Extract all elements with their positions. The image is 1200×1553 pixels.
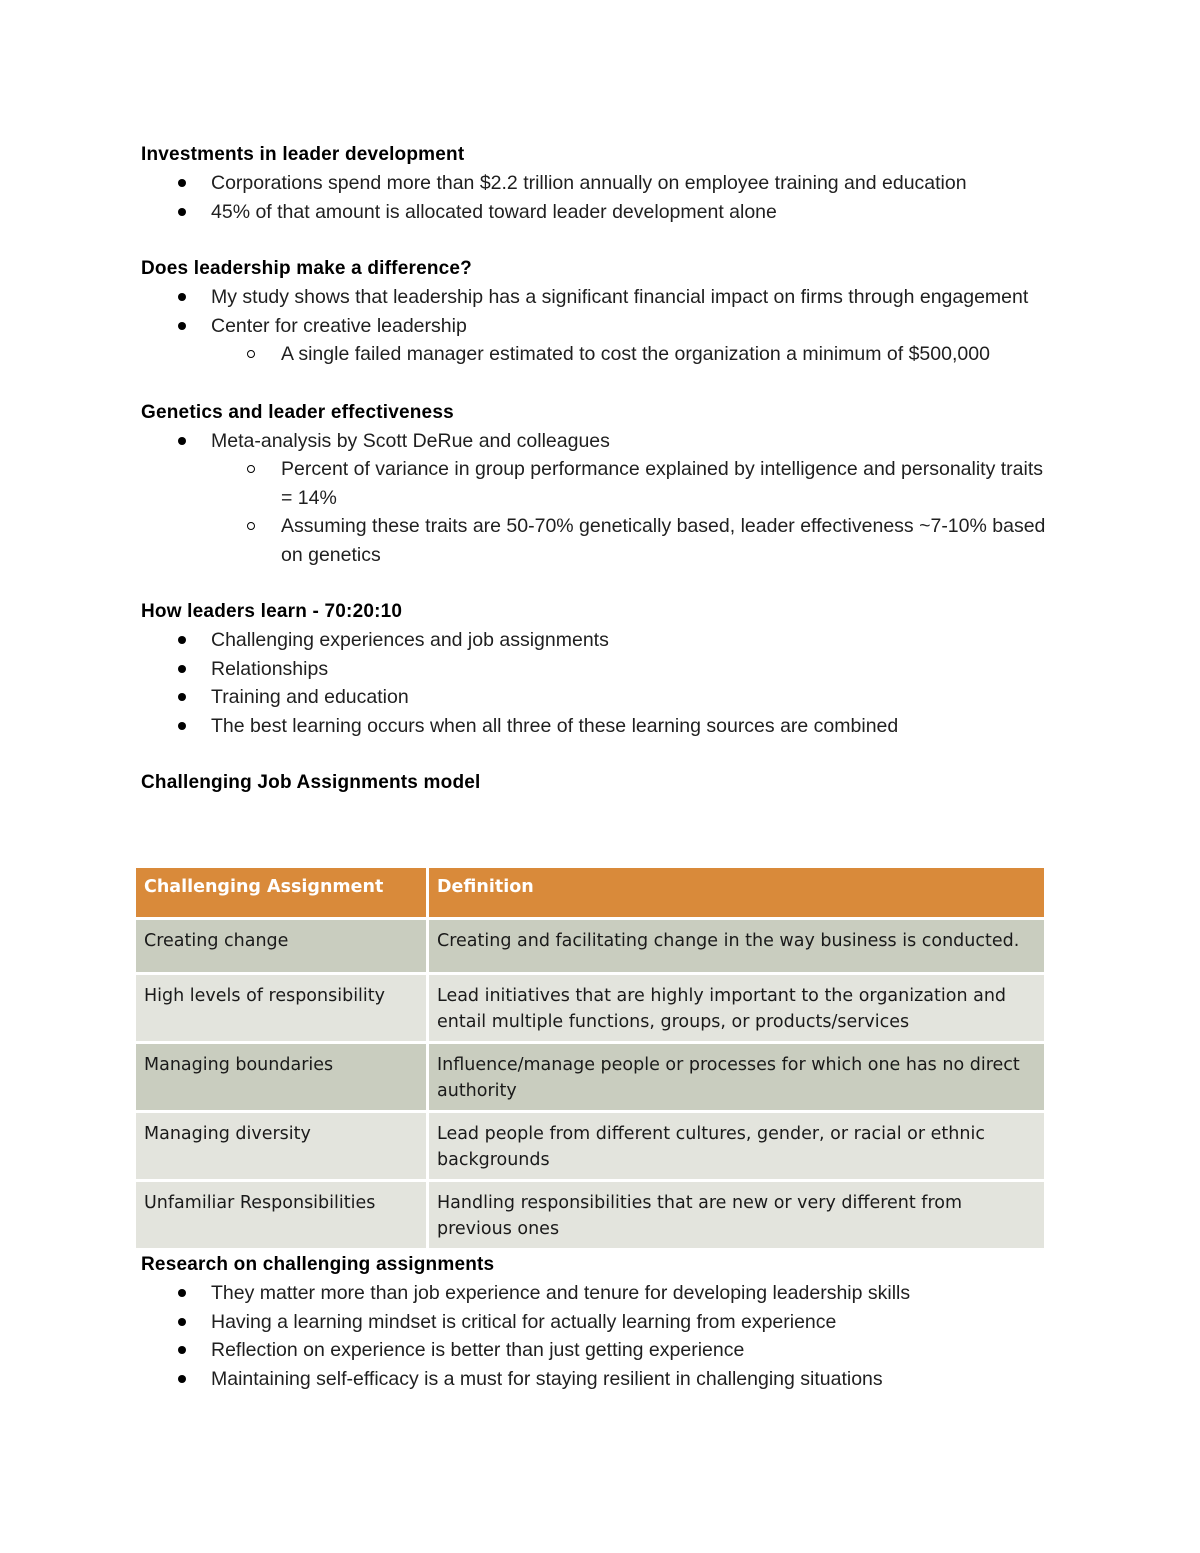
challenging-assignments-table (136, 868, 1044, 1251)
list-item: Challenging experiences and job assignments (141, 626, 1051, 655)
list-item: 45% of that amount is allocated toward leader development alone (141, 198, 1051, 227)
table-cell: Unfamiliar Responsibilities (136, 1181, 428, 1250)
bullet-icon (178, 322, 186, 330)
table-cell: Managing boundaries (136, 1043, 428, 1112)
bullet-icon (178, 179, 186, 187)
bullet-icon (178, 693, 186, 701)
table-cell: Handling responsibilities that are new or very different from previous ones (428, 1181, 1045, 1250)
table-cell: Managing diversity (136, 1112, 428, 1181)
sub-list-item: Percent of variance in group performance explained by intelligence and personality traits = 14% (210, 455, 1051, 512)
table-cell: Lead initiatives that are highly important to the organization and entail multiple functions, groups, or products/services (428, 974, 1045, 1043)
section-heading: How leaders learn - 70:20:10 (141, 601, 403, 622)
bullet-list (141, 1279, 1051, 1393)
list-item: They matter more than job experience and tenure for developing leadership skills (141, 1279, 1051, 1308)
section-heading: Challenging Job Assignments model (141, 772, 481, 793)
list-item: Training and education (141, 683, 1051, 712)
list-item: Maintaining self-efficacy is a must for staying resilient in challenging situations (141, 1365, 1051, 1394)
list-item: The best learning occurs when all three of these learning sources are combined (141, 712, 1051, 741)
sub-bullet-list (211, 340, 1051, 369)
hollow-bullet-icon (247, 350, 255, 358)
bullet-icon (178, 1318, 186, 1326)
list-item: My study shows that leadership has a significant financial impact on firms through engagement (141, 283, 1051, 312)
table-cell: Influence/manage people or processes for which one has no direct authority (428, 1043, 1045, 1112)
bullet-icon (178, 636, 186, 644)
table-cell: High levels of responsibility (136, 974, 428, 1043)
bullet-icon (178, 293, 186, 301)
sub-list-item: A single failed manager estimated to cost the organization a minimum of $500,000 (210, 340, 1051, 369)
section-heading: Does leadership make a difference? (141, 258, 472, 279)
section-genetics (141, 398, 1051, 570)
table-cell: Creating change (136, 919, 428, 974)
section-investments (141, 140, 1051, 226)
list-item: Center for creative leadership A single failed manager estimated to cost the organization a minimum of $500,000 (141, 312, 1051, 369)
table-row (136, 919, 1044, 974)
list-item: Corporations spend more than $2.2 trillion annually on employee training and education (141, 169, 1051, 198)
bullet-list (141, 283, 1051, 369)
document-page (141, 140, 1051, 797)
list-item: Having a learning mindset is critical for actually learning from experience (141, 1308, 1051, 1337)
bullet-list (141, 626, 1051, 740)
section-research (141, 1250, 1051, 1393)
bullet-icon (178, 1289, 186, 1297)
list-item: Reflection on experience is better than just getting experience (141, 1336, 1051, 1365)
column-header: Challenging Assignment (136, 868, 428, 919)
sub-list-item: Assuming these traits are 50-70% genetically based, leader effectiveness ~7-10% based on genetics (210, 512, 1051, 569)
table-header-row (136, 868, 1044, 919)
section-job-assignments-model (141, 768, 1051, 797)
bullet-icon (178, 722, 186, 730)
section-heading: Genetics and leader effectiveness (141, 401, 454, 423)
section-how-leaders-learn (141, 597, 1051, 740)
table-row (136, 1112, 1044, 1181)
bullet-icon (178, 208, 186, 216)
table-row (136, 1043, 1044, 1112)
bullet-icon (178, 1375, 186, 1383)
sub-bullet-list (211, 455, 1051, 569)
section-heading: Research on challenging assignments (141, 1254, 495, 1275)
table-row (136, 1181, 1044, 1250)
column-header: Definition (428, 868, 1045, 919)
table-row (136, 974, 1044, 1043)
table-cell: Creating and facilitating change in the way business is conducted. (428, 919, 1045, 974)
hollow-bullet-icon (247, 465, 255, 473)
list-item: Meta-analysis by Scott DeRue and colleagues Percent of variance in group performance explained by intelligence and personality traits = 14% Assuming these traits are 50-70% genetically based, leader effectiveness ~7-10% based on genetics (141, 427, 1051, 570)
section-leadership-difference (141, 254, 1051, 369)
table-cell: Lead people from different cultures, gender, or racial or ethnic backgrounds (428, 1112, 1045, 1181)
list-item: Relationships (141, 655, 1051, 684)
section-heading: Investments in leader development (141, 144, 465, 165)
bullet-list (141, 427, 1051, 570)
bullet-icon (178, 1346, 186, 1354)
bullet-icon (178, 437, 186, 445)
hollow-bullet-icon (247, 522, 255, 530)
bullet-list (141, 169, 1051, 226)
bullet-icon (178, 665, 186, 673)
